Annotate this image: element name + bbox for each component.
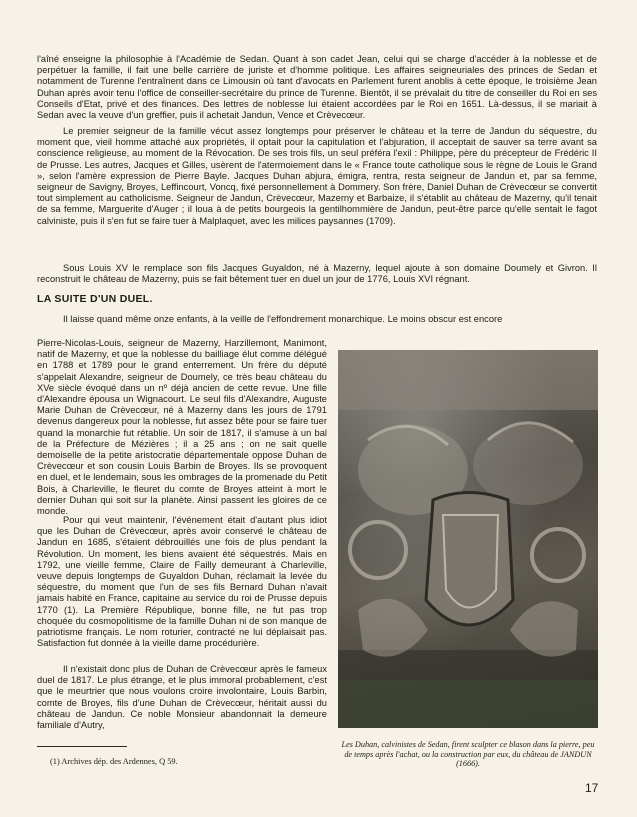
- paragraph-intro-1: l'aîné enseigne la philosophie à l'Académie de Sedan. Quant à son cadet Jean, celui qui se charge d'accéder à la noblesse et de perpétuer la famille, il fait une belle carrière de juriste et d'homme politique. Les affaires seigneuriales des princes de Sedan et notamment de Turenne l'entraînent dans ce Limousin où tant d'avocats en Parlement furent anoblis à cette époque, le troisième Jean Duhan après avoir tenu l'office de conseiller-secrétaire du prince de Turenne. Bientôt, il se prévalait du titre de conseiller du Roi en ses Conseils d'Etat, privé et des finances. Des lettres de noblesse lui étaient accordées par le Roi en 1651. Là-dessus, il se mariait à Sedan avec la veuve d'un greffier, puis il achetait Jandun, Vence et Crèvecœur.: [37, 54, 597, 121]
- footnote: (1) Archives dép. des Ardennes, Q 59.: [50, 757, 178, 766]
- paragraph-duel-3: Il n'existait donc plus de Duhan de Crèvecœur après le fameux duel de 1817. Le plus étrange, et le plus immoral probablement, c'est que le meurtrier que nous voulons croire involontaire, Louis Barbin, comte de Broyes, fils d'une Duhan de Crèvecœur, héritait aussi du château de Jandun. Ce noble Monsieur abandonnait la demeure familiale d'Autry,: [37, 664, 327, 731]
- carved-blazon-image: [338, 350, 598, 728]
- section-heading: LA SUITE D'UN DUEL.: [37, 293, 153, 305]
- coat-of-arms-photo: [338, 350, 598, 728]
- page-number: 17: [585, 781, 599, 795]
- paragraph-intro-3: Sous Louis XV le remplace son fils Jacques Guyaldon, né à Mazerny, lequel ajoute à son domaine Doumely et Givron. Il reconstruit le château de Mazerny, puis se fait bêtement tuer en duel un jour de 1776, Louis XVI régnant.: [37, 263, 597, 285]
- paragraph-intro-2: Le premier seigneur de la famille vécut assez longtemps pour préserver le château et la terre de Jandun du séquestre, du moment que, vieil homme attaché aux propriétés, il optait pour la capitulation et l'abjuration, il acceptait de sauver sa terre avant sa conscience religieuse, au moment de la Révocation. De ses trois fils, un seul préféra l'exil : Philippe, père du précepteur de Frédéric II de Prusse. Les autres, Jacques et Gilles, usèrent de l'atermoiement dans le « France toute catholique sous le règne de Louis le Grand », selon l'amère expression de Pierre Bayle. Jacques Duhan abjura, émigra, rentra, resta seigneur de Jandun et, par sa femme, seigneur de Savigny, Broyes, Leffincourt, Voncq, fixé personnellement à Dommery. Son frère, Daniel Duhan de Crèvecœur se convertit tout simplement au catholicisme. Seigneur de Jandun, Crèvecœur, Mazerny et Barbaize, il s'établit au château de Mazerny, qu'il tenait de sa femme, Marguerite d'Auger ; il loua à de petits bourgeois la gentilhommière de Jandun, peut-être parce qu'elle sentait le fagot calviniste, puis il s'en fut se faire tuer à Malplaquet, avec les milices paysannes (1709).: [37, 126, 597, 226]
- paragraph-duel-1: Pierre-Nicolas-Louis, seigneur de Mazerny, Harzillemont, Manimont, natif de Mazerny, et que la noblesse du bailliage élut comme délégué en 1788 et 1789 pour le grand enterrement. Un frère du député s'appelait Alexandre, seigneur de Doumely, ce très beau château du XVe siècle évoqué dans un nº déjà ancien de cette revue. Une fille d'Alexandre épousa un Wignacourt. Le seul fils d'Alexandre, Auguste Marie Duhan de Crèvecœur, né à Mazerny dans les jours de 1791 devenus dangereux pour la noblesse, fut assez bête pour se faire tuer quand la monarchie fut rétablie. Un soir de 1817, il s'amuse à un bal de la Préfecture de Mézières ; il a 25 ans ; on ne sait quelle demoiselle de la petite aristocratie départementale oppose Duhan de Crèvecœur et son cousin Louis Barbin de Broyes. Ils se provoquent en duel, et le lendemain, sous les ombrages de la promenade du Petit Bois, à Charleville, le fleuret du comte de Broyes atteint à mort le dernier Duhan qui soit sur la planète. Ainsi passent les gloires de ce monde.: [37, 338, 327, 517]
- photo-caption: Les Duhan, calvinistes de Sedan, firent sculpter ce blason dans la pierre, peu de temps après l'achat, ou la construction par eux, du château de JANDUN (1666).: [341, 740, 595, 769]
- paragraph-duel-lead: Il laisse quand même onze enfants, à la veille de l'effondrement monarchique. Le moins obscur est encore: [63, 314, 503, 324]
- footnote-divider: [37, 746, 127, 747]
- paragraph-duel-2: Pour qui veut maintenir, l'événement était d'autant plus idiot que les Duhan de Crèvecœur, après avoir conservé le château de Jandun en 1685, s'étaient débrouillés une fois de plus pendant la Révolution. Un moment, les biens avaient été séquestrés. Mais en 1792, une vieille femme, Claire de Failly demeurant à Charleville, veuve depuis longtemps de Guyaldon Duhan, réclamait la levée du séquestre, du moment que l'un de ses fils Bernard Duhan n'avait jamais habité en France, capitaine au service du roi de Prusse depuis 1770 (1). La Première République, bonne fille, ne fut pas trop choquée du cosmopolitisme de la famille Duhan ni de son manque de patriotisme français. Le nom roturier, contracté ne lui déplaisait pas. Satisfaction fut donnée à la vieille dame procédurière.: [37, 515, 327, 649]
